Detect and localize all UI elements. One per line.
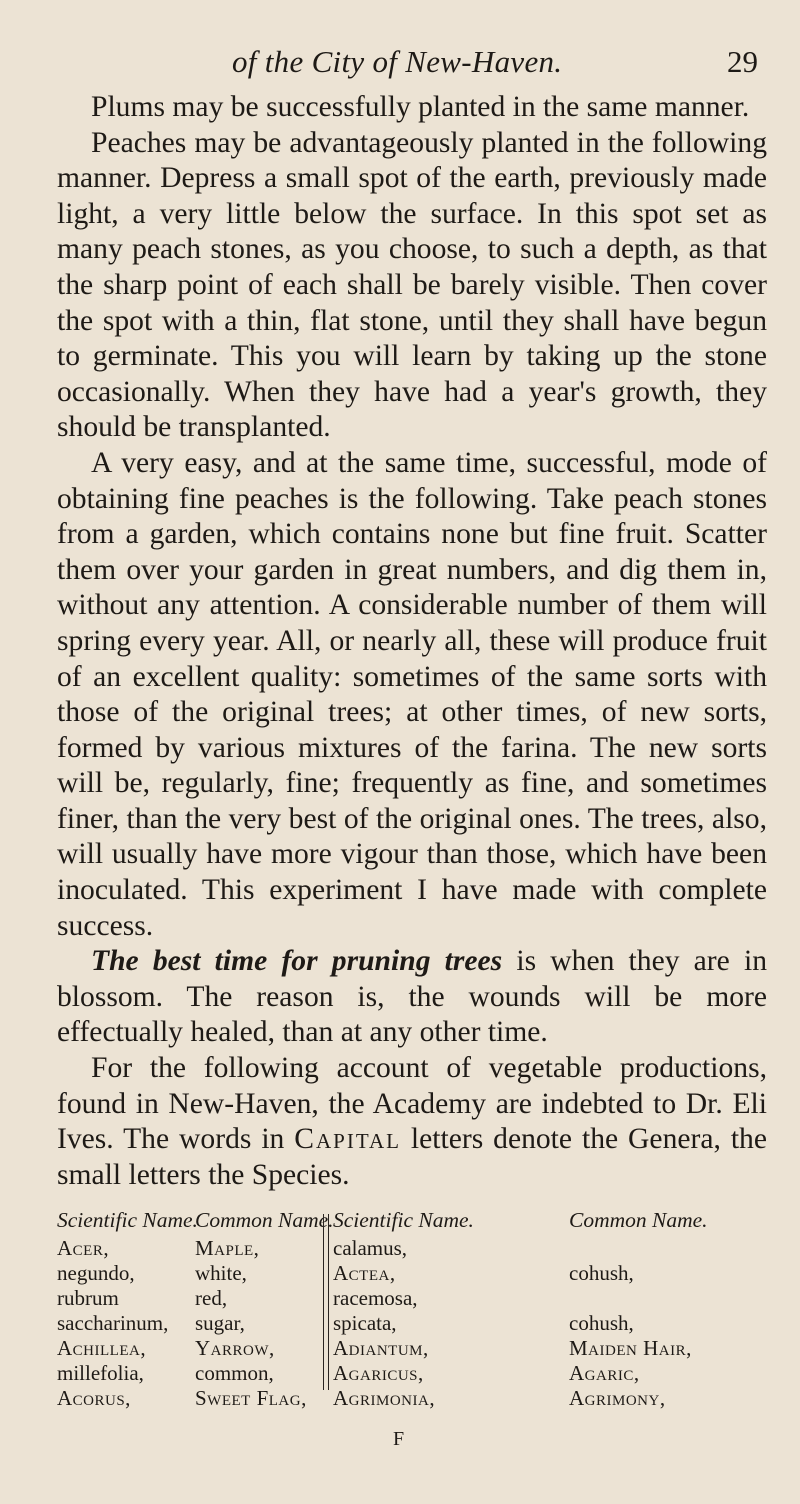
capital-word: Capital xyxy=(294,1123,401,1156)
account-text-a: For the following account of vegetable productions, found in New-Haven, the Academy are indebted to Dr. Eli Ives. The words in xyxy=(57,1052,767,1156)
right-scientific-cell: Agrimonia, xyxy=(333,1386,436,1410)
account-text-b: letters denote the Genera, the small letters the Species. xyxy=(57,1123,767,1191)
left-scientific-cell: negundo, xyxy=(57,1261,135,1285)
plant-table xyxy=(57,1208,777,1410)
body-text xyxy=(57,90,767,1193)
right-common-cell: cohush, xyxy=(569,1261,634,1285)
paragraph-peach-stones: A very easy, and at the same time, successful, mode of obtaining fine peaches is the following. Take peach stones from a garden, which contains none but fine fruit. Scatter them over your garden in great numbers, and dig them in, without any attention. A considerable number of them will spring every year. All, or nearly all, these will produce fruit of an excellent quality: sometimes of the same sorts with those of the original trees; at other times, of new sorts, formed by various mixtures of the farina. The new sorts will be, regularly, fine; frequently as fine, and sometimes finer, than the very best of the original ones. The trees, also, will usually have more vigour than those, which have been inoculated. This experiment I have made with complete success. xyxy=(57,446,767,942)
page-number: 29 xyxy=(727,44,758,79)
left-common-cell: red, xyxy=(195,1286,228,1310)
left-common-cell: Sweet Flag, xyxy=(195,1386,307,1410)
right-common-rows xyxy=(569,1236,708,1411)
right-scientific-column xyxy=(333,1208,474,1411)
left-scientific-cell: millefolia, xyxy=(57,1361,144,1385)
page-header xyxy=(0,44,800,94)
right-common-header: Common Name. xyxy=(569,1208,708,1232)
pruning-emphasis: The best time for pruning trees xyxy=(91,945,503,978)
right-scientific-rows xyxy=(333,1236,474,1411)
left-scientific-cell: Acorus, xyxy=(57,1386,131,1410)
left-common-rows xyxy=(195,1236,334,1411)
paragraph-peaches: Peaches may be advantageously planted in the following manner. Depress a small spot of the earth, previously made light, a very little below the surface. In this spot set as many peach stones, as you choose, to such a depth, as that the sharp point of each shall be barely visible. Then cover the spot with a thin, flat stone, until they shall have begun to germinate. This you will learn by taking up the stone occasionally. When they have had a year's growth, they should be transplanted. xyxy=(57,126,767,444)
right-scientific-cell: spicata, xyxy=(333,1311,397,1335)
running-head: of the City of New-Haven. xyxy=(232,44,563,79)
left-scientific-cell: rubrum xyxy=(57,1286,119,1310)
left-scientific-cell: Acer, xyxy=(57,1236,110,1260)
right-common-cell xyxy=(569,1286,708,1311)
left-common-cell: white, xyxy=(195,1261,247,1285)
left-common-cell: sugar, xyxy=(195,1311,245,1335)
left-common-cell: common, xyxy=(195,1361,274,1385)
left-scientific-cell: saccharinum, xyxy=(57,1311,169,1335)
paragraph-pruning xyxy=(57,944,767,1051)
paragraph-vegetable-account xyxy=(57,1051,767,1193)
signature-mark: F xyxy=(393,1428,405,1450)
column-divider xyxy=(323,1214,329,1390)
right-scientific-cell: Adiantum, xyxy=(333,1336,429,1360)
left-scientific-column xyxy=(57,1208,198,1411)
right-common-cell: cohush, xyxy=(569,1311,634,1335)
right-common-cell xyxy=(569,1236,708,1261)
left-scientific-rows xyxy=(57,1236,198,1411)
left-scientific-header: Scientific Name. xyxy=(57,1208,198,1232)
right-scientific-cell: racemosa, xyxy=(333,1286,418,1310)
right-scientific-header: Scientific Name. xyxy=(333,1208,474,1232)
left-common-cell: Yarrow, xyxy=(195,1336,275,1360)
right-scientific-cell: Agaricus, xyxy=(333,1361,424,1385)
left-common-header: Common Name. xyxy=(195,1208,334,1232)
left-common-cell: Maple, xyxy=(195,1236,260,1260)
left-common-column xyxy=(195,1208,334,1411)
right-scientific-cell: calamus, xyxy=(333,1236,408,1260)
right-common-cell: Agaric, xyxy=(569,1361,640,1385)
right-common-column xyxy=(569,1208,708,1411)
right-common-cell: Agrimony, xyxy=(569,1386,666,1410)
paragraph-plums: Plums may be successfully planted in the same manner. xyxy=(91,91,750,123)
right-scientific-cell: Actea, xyxy=(333,1261,396,1285)
pruning-text: is when they are in blossom. The reason is, the wounds will be more effectually healed, than at any other time. xyxy=(57,945,767,1049)
right-common-cell: Maiden Hair, xyxy=(569,1336,692,1360)
left-scientific-cell: Achillea, xyxy=(57,1336,147,1360)
